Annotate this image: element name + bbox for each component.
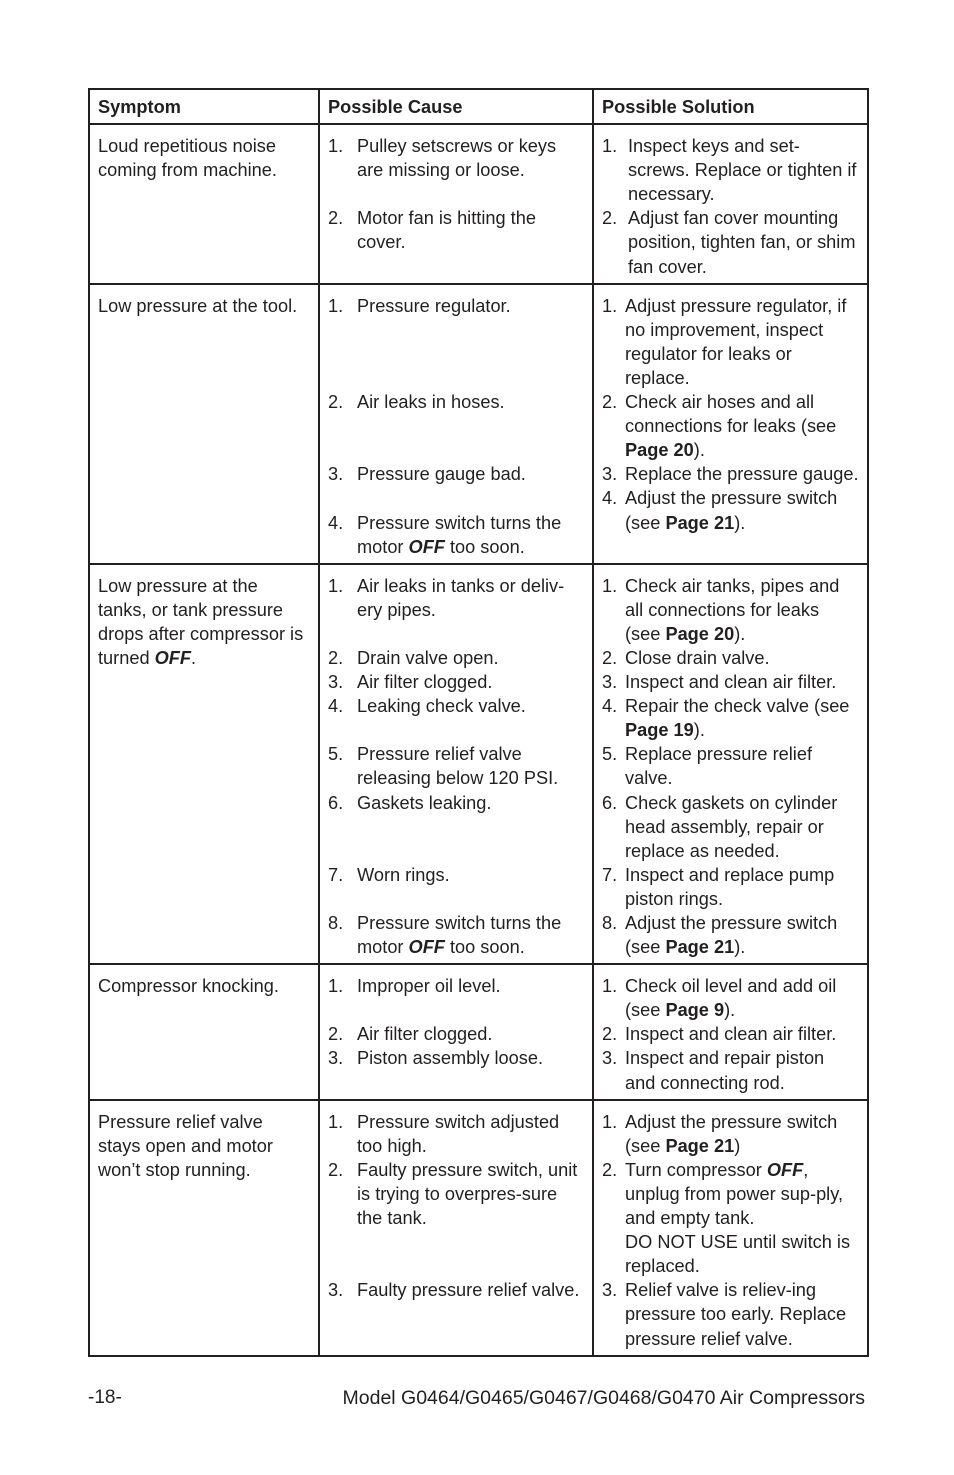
item-number: 4. — [328, 696, 344, 717]
item-text: Inspect and clean air filter. — [625, 672, 837, 693]
solution-text — [625, 694, 859, 742]
item-number: 2. — [328, 1159, 344, 1180]
page-reference: Page 21 — [665, 937, 735, 958]
item-number: 4. — [602, 488, 618, 509]
solution-text — [625, 1022, 859, 1046]
item-number: 1. — [602, 295, 618, 316]
column-header-possible-solution: Possible Solution — [593, 89, 868, 124]
emphasis-text: OFF — [408, 536, 445, 557]
solution-text — [625, 791, 859, 863]
solution-cell — [593, 564, 868, 965]
item-number: 2. — [602, 647, 618, 668]
solution-item — [602, 791, 859, 863]
item-text: Piston assembly loose. — [357, 1048, 544, 1069]
cause-text — [357, 511, 584, 559]
cause-item — [328, 863, 584, 887]
table-header-row — [89, 89, 868, 124]
item-text: Worn rings. — [357, 864, 450, 885]
item-text: Adjust the pressure switch (see — [625, 1111, 838, 1156]
item-text: Check gaskets on cylinder head assembly, repair or replace as needed. — [625, 792, 838, 861]
item-number: 1. — [328, 1111, 344, 1132]
item-text: ). — [734, 512, 746, 533]
item-text: Close drain valve. — [625, 647, 770, 668]
table-row — [89, 964, 868, 1099]
item-number: 1. — [328, 976, 344, 997]
item-number: 3. — [602, 464, 618, 485]
cause-text — [357, 462, 584, 486]
solution-text — [625, 486, 859, 534]
item-number: 3. — [328, 464, 344, 485]
cause-cell — [319, 284, 593, 564]
item-text: Leaking check valve. — [357, 696, 526, 717]
cause-item — [328, 574, 584, 622]
cause-item — [328, 1158, 584, 1230]
solution-item — [602, 294, 859, 390]
solution-item — [602, 206, 859, 278]
item-note: DO NOT USE until switch is replaced. — [625, 1232, 851, 1277]
item-text: Inspect and repair piston and connecting rod. — [625, 1048, 825, 1093]
item-text: Pressure regulator. — [357, 295, 511, 316]
item-number: 3. — [602, 1280, 618, 1301]
item-text: Adjust pressure regulator, if no improvement, inspect regulator for leaks or replace. — [625, 295, 847, 388]
cause-text — [357, 206, 584, 254]
solution-item — [602, 974, 859, 1022]
cause-item — [328, 911, 584, 959]
cause-item — [328, 694, 584, 718]
item-text: Adjust the pressure switch (see — [625, 913, 838, 958]
cause-item — [328, 1046, 584, 1070]
item-text: Pressure switch turns the motor — [357, 913, 562, 958]
item-text: ). — [724, 1000, 736, 1021]
solution-item — [602, 1022, 859, 1046]
cause-text — [357, 646, 584, 670]
cause-text — [357, 974, 584, 998]
item-text: Adjust fan cover mounting position, tighten fan, or shim fan cover. — [628, 208, 856, 277]
solution-text — [625, 294, 859, 390]
item-number: 4. — [328, 512, 344, 533]
item-number: 7. — [328, 864, 344, 885]
column-header-symptom: Symptom — [89, 89, 319, 124]
emphasis-text: OFF — [154, 647, 191, 668]
item-text: , unplug from power sup-ply, and empty tank. — [625, 1159, 844, 1229]
item-text: Check oil level and add oil (see — [625, 976, 837, 1021]
item-number: 3. — [328, 1048, 344, 1069]
symptom-cell: Loud repetitious noise coming from machine. — [89, 124, 319, 284]
cause-text — [357, 1022, 584, 1046]
item-number: 4. — [602, 696, 618, 717]
item-text: Check air hoses and all connections for leaks (see — [625, 392, 837, 437]
symptom-cell: Compressor knocking. — [89, 964, 319, 1099]
item-number: 1. — [602, 976, 618, 997]
troubleshooting-table — [88, 88, 869, 1357]
cause-text — [357, 742, 584, 790]
item-text: ). — [734, 623, 746, 644]
cause-text — [357, 134, 584, 182]
cause-text — [357, 1278, 584, 1302]
solution-item — [602, 1110, 859, 1158]
page-reference: Page 21 — [665, 1135, 735, 1156]
item-number: 2. — [602, 392, 618, 413]
page-reference: Page 21 — [665, 512, 735, 533]
solution-text — [628, 206, 859, 278]
page-reference: Page 20 — [665, 623, 735, 644]
solution-text — [625, 670, 859, 694]
item-text: Drain valve open. — [357, 647, 499, 668]
symptom-text: . — [191, 647, 197, 668]
item-text: Air filter clogged. — [357, 1024, 493, 1045]
item-text: Pressure switch turns the motor — [357, 512, 562, 557]
cause-item — [328, 462, 584, 486]
item-text: Faulty pressure switch, unit is trying to overpres-sure the tank. — [357, 1159, 578, 1229]
cause-item — [328, 1022, 584, 1046]
cause-cell — [319, 964, 593, 1099]
cause-text — [357, 574, 584, 622]
item-number: 2. — [602, 1159, 618, 1180]
item-text: Pressure gauge bad. — [357, 464, 526, 485]
solution-cell — [593, 284, 868, 564]
item-number: 5. — [328, 744, 344, 765]
cause-item — [328, 390, 584, 414]
item-number: 1. — [328, 295, 344, 316]
item-number: 5. — [602, 744, 618, 765]
symptom-cell: Low pressure at the tool. — [89, 284, 319, 564]
symptom-cell — [89, 564, 319, 965]
item-number: 3. — [328, 1280, 344, 1301]
cause-text — [357, 791, 584, 815]
item-text: Repair the check valve (see — [625, 696, 850, 717]
solution-text — [625, 911, 859, 959]
item-text: Gaskets leaking. — [357, 792, 492, 813]
solution-item — [602, 462, 859, 486]
table-row — [89, 1100, 868, 1356]
solution-item — [602, 574, 859, 646]
solution-cell — [593, 964, 868, 1099]
item-text: Adjust the pressure switch (see — [625, 488, 838, 533]
solution-item — [602, 670, 859, 694]
cause-cell — [319, 1100, 593, 1356]
cause-cell — [319, 564, 593, 965]
item-text: Air leaks in tanks or deliv-ery pipes. — [357, 575, 565, 620]
item-text: Replace pressure relief valve. — [625, 744, 813, 789]
solution-text — [625, 1046, 859, 1094]
solution-item — [602, 863, 859, 911]
item-number: 1. — [602, 1111, 618, 1132]
table-row — [89, 124, 868, 284]
item-text: Pulley setscrews or keys are missing or loose. — [357, 136, 557, 181]
item-number: 8. — [328, 913, 344, 934]
item-text: too soon. — [444, 937, 525, 958]
column-header-possible-cause: Possible Cause — [319, 89, 593, 124]
item-text: ). — [693, 440, 705, 461]
item-text: ) — [734, 1135, 741, 1156]
item-number: 6. — [328, 792, 344, 813]
cause-text — [357, 670, 584, 694]
item-number: 1. — [328, 136, 344, 157]
item-number: 8. — [602, 913, 618, 934]
solution-cell — [593, 124, 868, 284]
item-text: Pressure switch adjusted too high. — [357, 1111, 560, 1156]
symptom-cell: Pressure relief valve stays open and motor won’t stop running. — [89, 1100, 319, 1356]
page-reference: Page 20 — [625, 440, 694, 461]
item-number: 1. — [328, 575, 344, 596]
cause-text — [357, 863, 584, 887]
cause-item — [328, 1278, 584, 1302]
cause-text — [357, 1046, 584, 1070]
item-text: ). — [693, 720, 705, 741]
item-text: Motor fan is hitting the cover. — [357, 208, 536, 253]
item-text: Turn compressor — [625, 1159, 767, 1180]
solution-text — [628, 134, 859, 206]
cause-text — [357, 294, 584, 318]
item-text: Relief valve is reliev-ing pressure too early. Replace pressure relief valve. — [625, 1280, 847, 1349]
item-number: 2. — [328, 1024, 344, 1045]
item-number: 1. — [602, 575, 618, 596]
cause-text — [357, 1158, 584, 1230]
cause-item — [328, 646, 584, 670]
solution-item — [602, 486, 859, 534]
solution-text — [625, 1110, 859, 1158]
item-number: 3. — [602, 672, 618, 693]
solution-text — [625, 974, 859, 1022]
solution-text — [625, 390, 859, 462]
cause-item — [328, 206, 584, 254]
item-number: 2. — [602, 1024, 618, 1045]
solution-text — [625, 1158, 859, 1278]
solution-item — [602, 134, 859, 206]
solution-item — [602, 1046, 859, 1094]
item-text: Pressure relief valve releasing below 120 PSI. — [357, 744, 559, 789]
item-text: Check air tanks, pipes and all connections for leaks (see — [625, 575, 840, 644]
page-reference: Page 19 — [625, 720, 694, 741]
cause-item — [328, 511, 584, 559]
item-number: 3. — [602, 1048, 618, 1069]
symptom-text: Low pressure at the tanks, or tank pressure drops after compressor is turned — [98, 575, 304, 668]
item-text: Faulty pressure relief valve. — [357, 1280, 580, 1301]
solution-item — [602, 1278, 859, 1350]
cause-item — [328, 974, 584, 998]
solution-item — [602, 390, 859, 462]
solution-text — [625, 462, 859, 486]
page-number: -18- — [88, 1387, 122, 1408]
cause-item — [328, 294, 584, 318]
item-text: Inspect and replace pump piston rings. — [625, 864, 835, 909]
item-text: Replace the pressure gauge. — [625, 464, 859, 485]
item-text: Air leaks in hoses. — [357, 392, 505, 413]
item-text: Air filter clogged. — [357, 672, 493, 693]
item-number: 6. — [602, 792, 618, 813]
item-number: 1. — [602, 136, 618, 157]
cause-text — [357, 694, 584, 718]
model-footer: Model G0464/G0465/G0467/G0468/G0470 Air Compressors — [342, 1387, 865, 1409]
solution-text — [625, 574, 859, 646]
solution-item — [602, 1158, 859, 1278]
solution-item — [602, 911, 859, 959]
item-text: Inspect keys and set-screws. Replace or tighten if necessary. — [628, 136, 857, 205]
solution-text — [625, 1278, 859, 1350]
cause-text — [357, 911, 584, 959]
cause-item — [328, 134, 584, 182]
item-text: too soon. — [444, 536, 525, 557]
table-row — [89, 564, 868, 965]
cause-text — [357, 1110, 584, 1158]
solution-text — [625, 863, 859, 911]
solution-text — [625, 646, 859, 670]
item-number: 2. — [328, 647, 344, 668]
solution-item — [602, 694, 859, 742]
item-number: 2. — [328, 392, 344, 413]
solution-text — [625, 742, 859, 790]
solution-item — [602, 646, 859, 670]
item-number: 2. — [328, 208, 344, 229]
cause-text — [357, 390, 584, 414]
solution-cell — [593, 1100, 868, 1356]
cause-item — [328, 742, 584, 790]
item-text: Improper oil level. — [357, 976, 501, 997]
item-number: 3. — [328, 672, 344, 693]
emphasis-text: OFF — [766, 1159, 804, 1180]
item-text: Inspect and clean air filter. — [625, 1024, 837, 1045]
cause-item — [328, 791, 584, 815]
cause-item — [328, 1110, 584, 1158]
table-row — [89, 284, 868, 564]
page-reference: Page 9 — [665, 1000, 725, 1021]
cause-item — [328, 670, 584, 694]
item-number: 7. — [602, 864, 618, 885]
emphasis-text: OFF — [408, 937, 445, 958]
item-number: 2. — [602, 208, 618, 229]
cause-cell — [319, 124, 593, 284]
solution-item — [602, 742, 859, 790]
item-text: ). — [734, 937, 746, 958]
